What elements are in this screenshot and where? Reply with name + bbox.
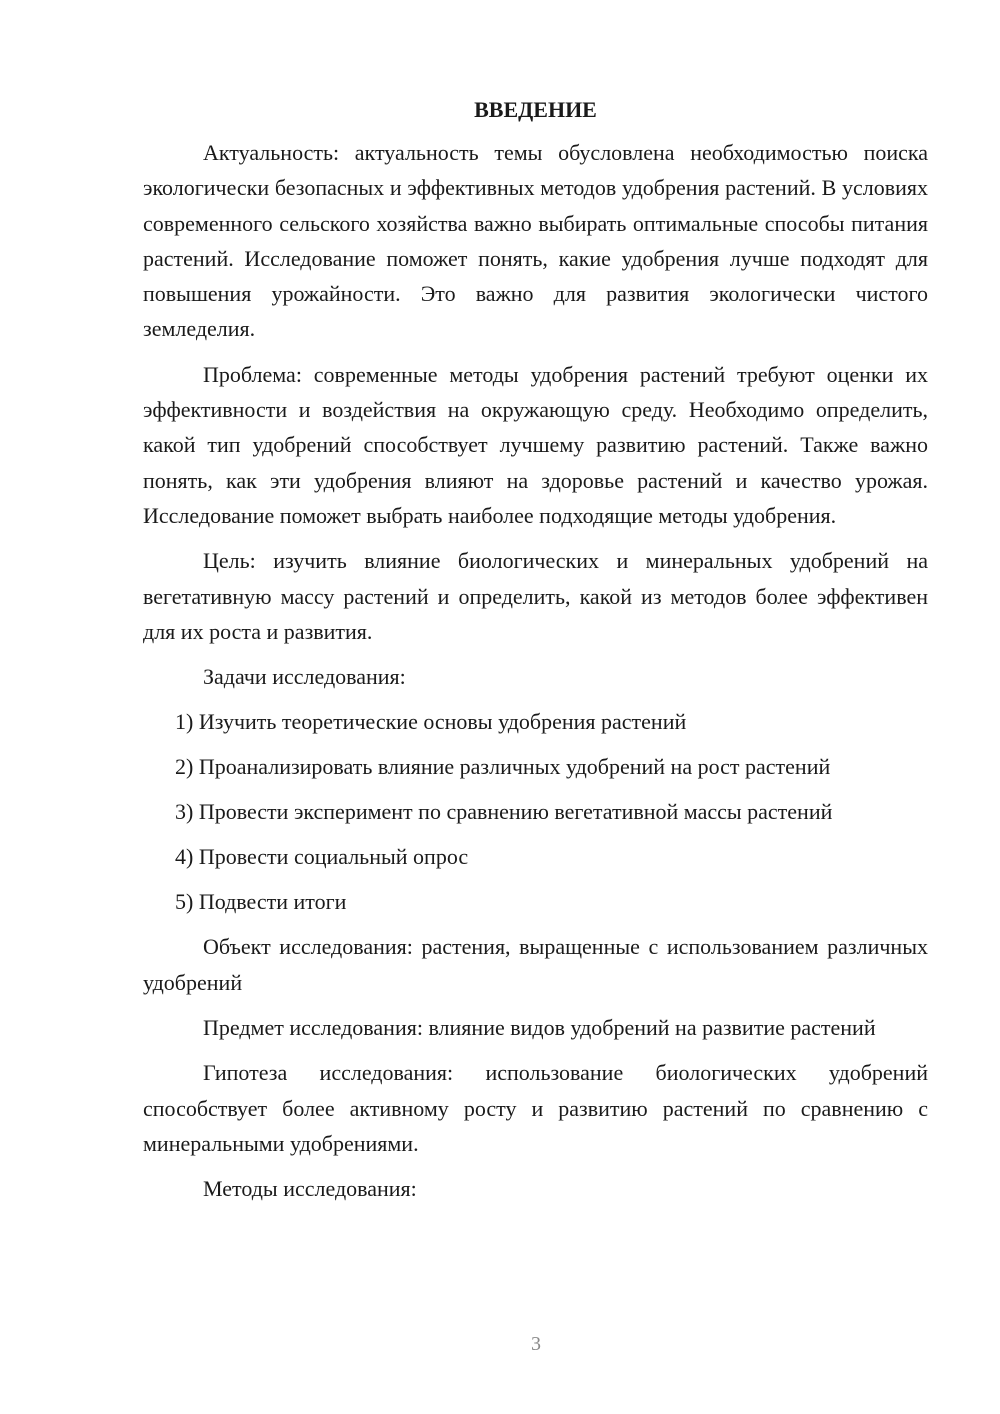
methods-heading: Методы исследования: xyxy=(203,1176,417,1202)
task-item-2: 2) Проанализировать влияние различных удобрений на рост растений xyxy=(175,754,831,780)
page-number: 3 xyxy=(531,1333,541,1355)
tasks-heading: Задачи исследования: xyxy=(203,664,406,690)
paragraph-hypothesis: Гипотеза исследования: использование биологических удобрений способствует более активному росту и развитию растений по сравнению с минеральными удобрениями. xyxy=(143,1060,928,1156)
paragraph-relevance: Актуальность: актуальность темы обусловлена необходимостью поиска экологически безопасных и эффективных методов удобрения растений. В условиях современного сельского хозяйства важно выбирать оптимальные способы питания растений. Исследование поможет понять, какие удобрения лучше подходят для повышения урожайности. Это важно для развития экологически чистого земледелия. xyxy=(143,140,928,342)
page-title: ВВЕДЕНИЕ xyxy=(474,97,597,122)
page-content xyxy=(143,92,928,1217)
task-item-4: 4) Провести социальный опрос xyxy=(175,844,469,870)
task-item-3: 3) Провести эксперимент по сравнению вегетативной массы растений xyxy=(175,799,833,825)
paragraph-goal: Цель: изучить влияние биологических и минеральных удобрений на вегетативную массу растений и определить, какой из методов более эффективен для их роста и развития. xyxy=(143,548,928,644)
task-item-1: 1) Изучить теоретические основы удобрения растений xyxy=(175,709,687,735)
paragraph-subject: Предмет исследования: влияние видов удобрений на развитие растений xyxy=(203,1015,876,1041)
paragraph-object: Объект исследования: растения, выращенные с использованием различных удобрений xyxy=(143,934,928,995)
task-item-5: 5) Подвести итоги xyxy=(175,889,347,915)
paragraph-problem: Проблема: современные методы удобрения растений требуют оценки их эффективности и воздействия на окружающую среду. Необходимо определить, какой тип удобрений способствует лучшему развитию растений. Также важно понять, как эти удобрения влияют на здоровье растений и качество урожая. Исследование поможет выбрать наиболее подходящие методы удобрения. xyxy=(143,361,928,528)
